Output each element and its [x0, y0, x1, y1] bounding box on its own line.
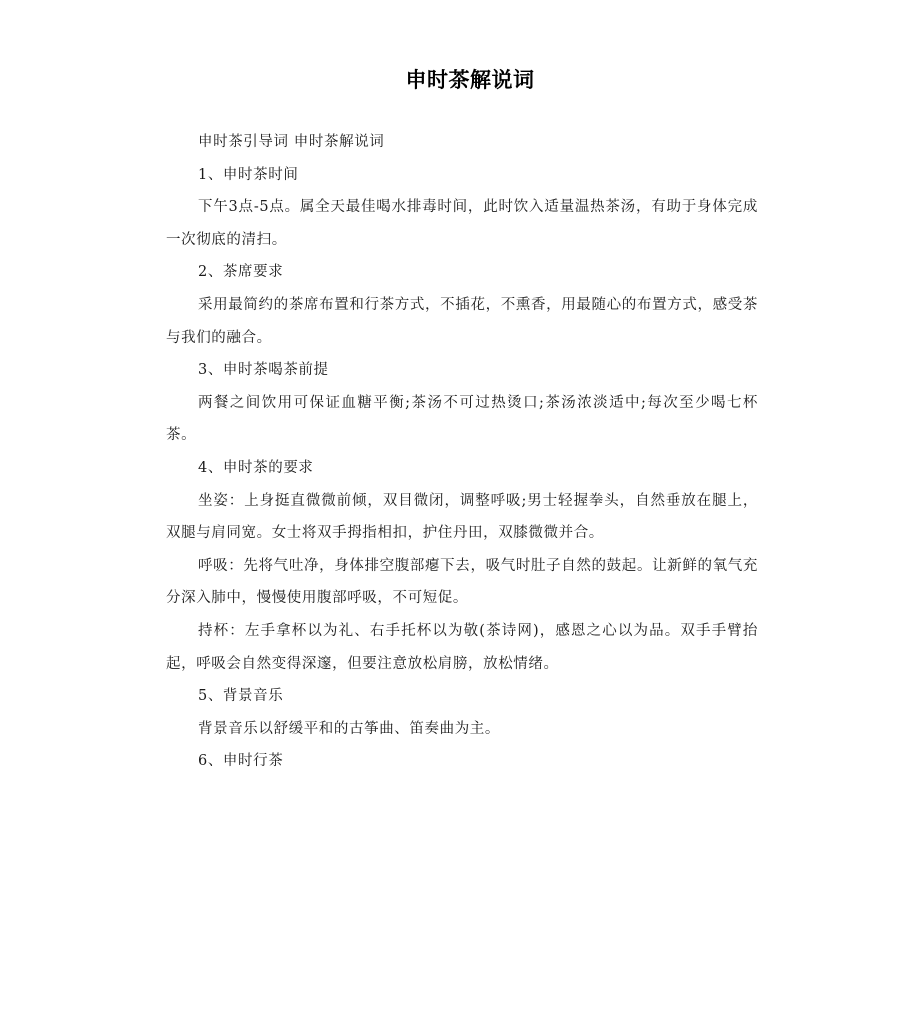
document-title: 申时茶解说词	[405, 68, 535, 92]
paragraph-tea-setting: 采用最简约的茶席布置和行茶方式，不插花，不熏香，用最随心的布置方式，感受茶与我们的融合。	[166, 296, 758, 346]
document-body	[166, 126, 758, 778]
paragraph-time: 下午3点-5点。属全天最佳喝水排毒时间，此时饮入适量温热茶汤，有助于身体完成一次彻底的清扫。	[166, 199, 758, 248]
intro-line: 申时茶引导词 申时茶解说词	[198, 134, 385, 150]
paragraph-posture: 坐姿：上身挺直微微前倾，双目微闭，调整呼吸;男士轻握拳头，自然垂放在腿上，双腿与肩同宽。女士将双手拇指相扣，护住丹田，双膝微微并合。	[166, 492, 758, 542]
section-heading-3: 3、申时茶喝茶前提	[198, 362, 329, 379]
section-heading-6: 6、申时行茶	[198, 753, 284, 770]
paragraph-breathing: 呼吸：先将气吐净，身体排空腹部瘪下去，吸气时肚子自然的鼓起。让新鲜的氧气充分深入肺中，慢慢使用腹部呼吸，不可短促。	[166, 557, 758, 607]
section-heading-1: 1、申时茶时间	[198, 166, 299, 183]
section-heading-5: 5、背景音乐	[198, 688, 284, 705]
paragraph-music: 背景音乐以舒缓平和的古筝曲、笛奏曲为主。	[198, 720, 500, 737]
section-heading-2: 2、茶席要求	[198, 264, 284, 281]
paragraph-holding-cup: 持杯：左手拿杯以为礼、右手托杯以为敬(茶诗网)，感恩之心以为品。双手手臂抬起，呼吸会自然变得深邃，但要注意放松肩膀，放松情绪。	[166, 622, 758, 672]
paragraph-premise: 两餐之间饮用可保证血糖平衡;茶汤不可过热烫口;茶汤浓淡适中;每次至少喝七杯茶。	[166, 394, 758, 444]
section-heading-4: 4、申时茶的要求	[198, 459, 314, 476]
